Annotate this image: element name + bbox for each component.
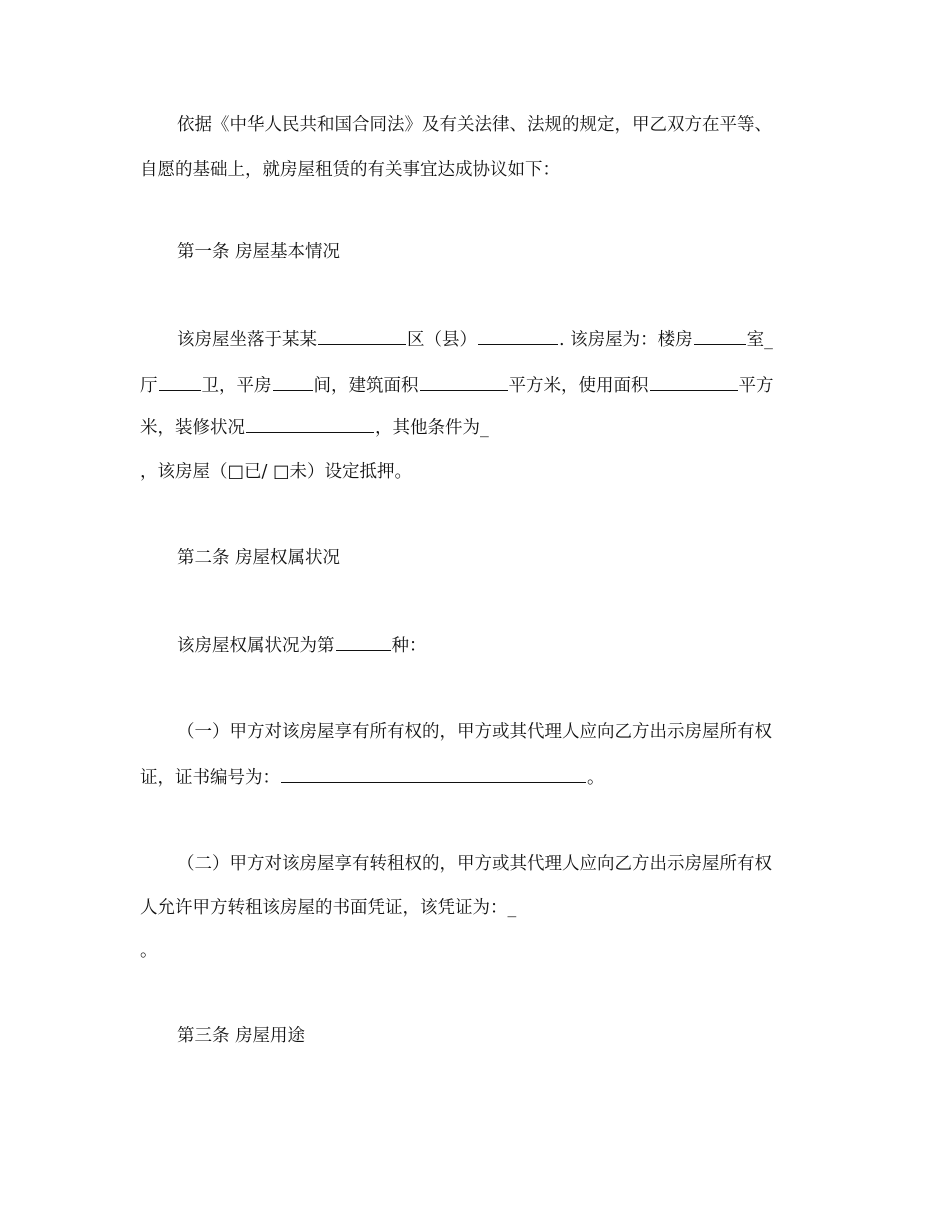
article-2-heading: 第二条 房屋权属状况 [177, 548, 341, 568]
fill-blank-halls [159, 374, 201, 391]
article-2-item-2-line-1: （二）甲方对该房屋享有转租权的，甲方或其代理人应向乙方出示房屋所有权 [177, 854, 772, 874]
text-segment: 室_ [746, 330, 773, 350]
text-segment: 平方米，使用面积 [508, 376, 649, 396]
article-3-heading: 第三条 房屋用途 [177, 1026, 306, 1046]
intro-line-2: 自愿的基础上，就房屋租赁的有关事宜达成协议如下： [140, 160, 560, 180]
fill-blank-certificate-number [281, 766, 586, 783]
article-2-paragraph-line-1 [177, 634, 867, 658]
article-1-paragraph-line-1 [177, 328, 867, 352]
article-1-paragraph-line-4: ，该房屋（□已/ □未）设定抵押。 [140, 462, 413, 482]
article-2-item-2-line-3: 。 [140, 941, 158, 961]
text-segment: ，其他条件为_ [375, 418, 489, 438]
fill-blank-usable-area [650, 374, 738, 391]
text-segment: 种： [391, 636, 427, 656]
text-segment: 卫，平房 [201, 376, 272, 396]
text-segment: 米，装修状况 [140, 418, 245, 438]
text-segment: 该房屋坐落于某某 [177, 330, 317, 350]
text-segment: . 该房屋为：楼房 [559, 330, 693, 350]
fill-blank-district [318, 328, 406, 345]
article-1-paragraph-line-2 [140, 374, 830, 398]
text-segment: 证，证书编号为： [140, 768, 280, 788]
fill-blank-bungalow-rooms [273, 374, 313, 391]
fill-blank-county [478, 328, 558, 345]
fill-blank-decoration [246, 416, 374, 433]
intro-line-1: 依据《中华人民共和国合同法》及有关法律、法规的规定，甲乙双方在平等、 [177, 115, 772, 135]
article-2-item-1-line-1: （一）甲方对该房屋享有所有权的，甲方或其代理人应向乙方出示房屋所有权 [177, 722, 772, 742]
article-1-heading: 第一条 房屋基本情况 [177, 242, 341, 262]
text-segment: 。 [587, 768, 605, 788]
fill-blank-rooms [694, 328, 746, 345]
fill-blank-ownership-type [336, 634, 391, 651]
text-segment: 该房屋权属状况为第 [177, 636, 335, 656]
text-segment: 厅 [140, 376, 158, 396]
fill-blank-building-area [420, 374, 508, 391]
article-1-paragraph-line-3 [140, 416, 830, 440]
article-2-item-1-line-2 [140, 766, 830, 790]
text-segment: 平方 [738, 376, 774, 396]
article-2-item-2-line-2: 人允许甲方转租该房屋的书面凭证，该凭证为：_ [140, 898, 517, 918]
text-segment: 间，建筑面积 [313, 376, 419, 396]
text-segment: 区（县） [407, 330, 477, 350]
